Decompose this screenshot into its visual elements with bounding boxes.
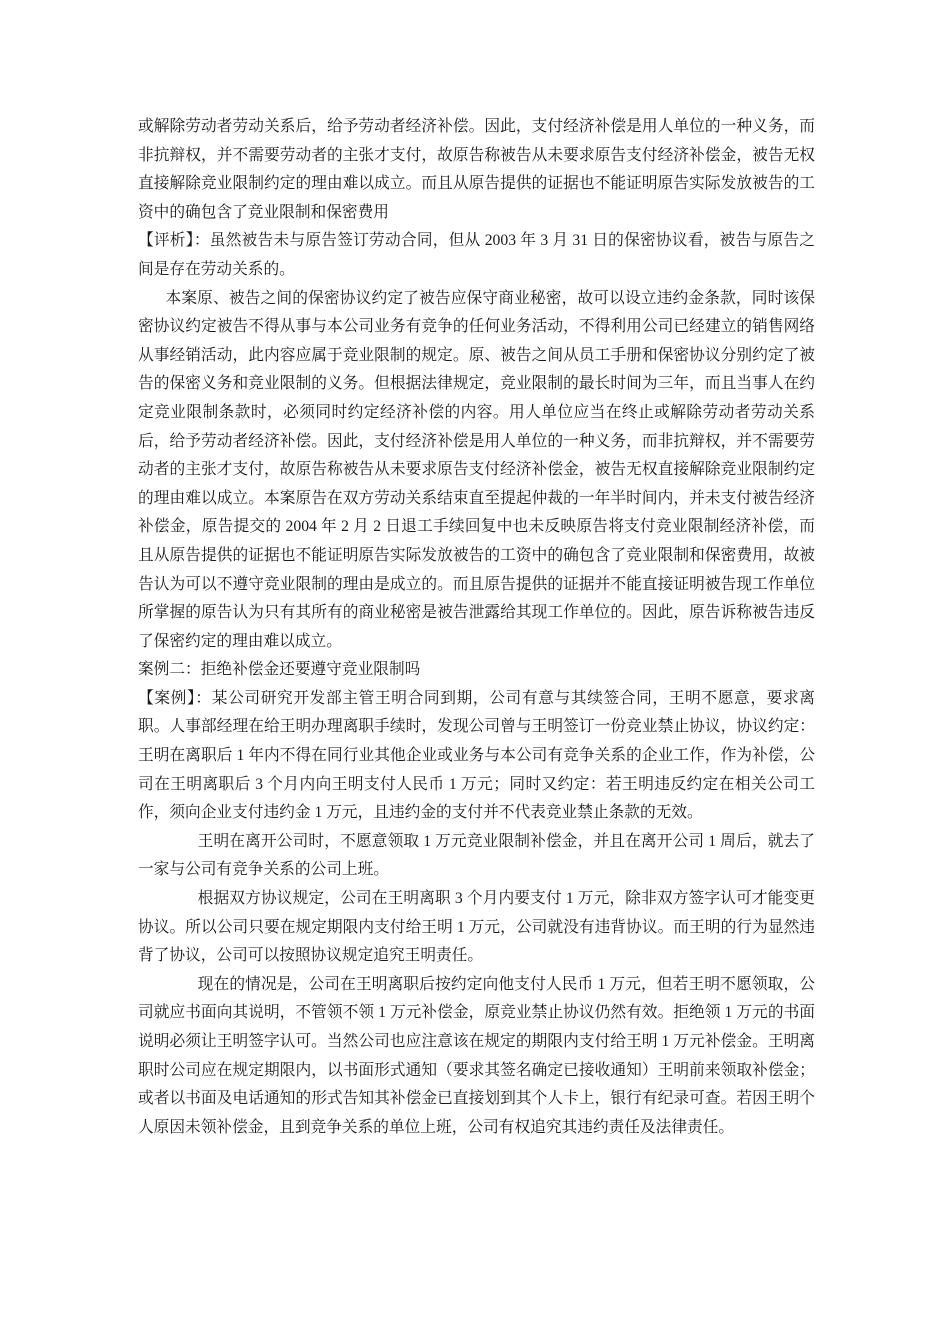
paragraph-case2-agreement-analysis: 根据双方协议规定，公司在王明离职 3 个月内要支付 1 万元，除非双方签字认可才能变更协议。所以公司只要在规定期限内支付给王明 1 万元，公司就没有违背协议。而王明的行为显然违背了协议，公司可以按照协议规定追究王明责任。	[138, 890, 815, 965]
paragraph-analysis-body: 本案原、被告之间的保密协议约定了被告应保守商业秘密，故可以设立违约金条款，同时该保密协议约定被告不得从事与本公司业务有竞争的任何业务活动，不得利用公司已经建立的销售网络从事经销活动，此内容应属于竞业限制的规定。原、被告之间从员工手册和保密协议分别约定了被告的保密义务和竞业限制的义务。但根据法律规定，竞业限制的最长时间为三年，而且当事人在约定竞业限制条款时，必须同时约定经济补偿的内容。用人单位应当在终止或解除劳动者劳动关系后，给予劳动者经济补偿。因此，支付经济补偿是用人单位的一种义务，而非抗辩权，并不需要劳动者的主张才支付，故原告称被告从未要求原告支付经济补偿金，被告无权直接解除竞业限制约定的理由难以成立。本案原告在双方劳动关系结束直至提起仲裁的一年半时间内，并未支付被告经济补偿金，原告提交的 2004 年 2 月 2 日退工手续回复中也未反映原告将支付竞业限制经济补偿，而且从原告提供的证据也不能证明原告实际发放被告的工资中的确包含了竞业限制和保密费用，故被告认为可以不遵守竞业限制的理由是成立的。而且原告提供的证据并不能直接证明被告现工作单位所掌握的原告认为只有其所有的商业秘密是被告泄露给其现工作单位的。因此，原告诉称被告违反了保密约定的理由难以成立。	[138, 289, 815, 650]
paragraph-case2-current-situation: 现在的情况是，公司在王明离职后按约定向他支付人民币 1 万元，但若王明不愿领取，公司就应书面向其说明，不管领不领 1 万元补偿金，原竞业禁止协议仍然有效。拒绝领 1 万元的书面说明必须让王明签字认可。当然公司也应注意该在规定的期限内支付给王明 1 万元补偿金。王明离职时公司应在规定期限内，以书面形式通知（要求其签名确定已接收通知）王明前来领取补偿金；或者以书面及电话通知的形式告知其补偿金已直接划到其个人卡上，银行有纪录可查。若因王明个人原因未领补偿金，且到竞争关系的单位上班，公司有权追究其违约责任及法律责任。	[138, 975, 815, 1136]
paragraph-case2-case: 【案例】：某公司研究开发部主管王明合同到期，公司有意与其续签合同，王明不愿意，要求离职。人事部经理在给王明办理离职手续时，发现公司曾与王明签订一份竞业禁止协议，协议约定：王明在离职后 1 年内不得在同行业其他企业或业务与本公司有竞争关系的企业工作，作为补偿，公司在王明离职后 3 个月内向王明支付人民币 1 万元；同时又约定：若王明违反约定在相关公司工作，须向企业支付违约金 1 万元，且违约金的支付并不代表竞业禁止条款的无效。	[138, 689, 815, 822]
paragraph-analysis-note: 【评析】：虽然被告未与原告签订劳动合同，但从 2003 年 3 月 31 日的保密协议看，被告与原告之间是存在劳动关系的。	[138, 232, 815, 278]
paragraph-case2-facts: 王明在离开公司时，不愿意领取 1 万元竞业限制补偿金，并且在离开公司 1 周后，就去了一家与公司有竞争关系的公司上班。	[138, 832, 815, 879]
document-text-block	[138, 113, 815, 1142]
case2-title: 案例二：拒绝补偿金还要遵守竞业限制吗	[138, 661, 421, 679]
paragraph-analysis-continued: 或解除劳动者劳动关系后，给予劳动者经济补偿。因此，支付经济补偿是用人单位的一种义务，而非抗辩权，并不需要劳动者的主张才支付，故原告称被告从未要求原告支付经济补偿金，被告无权直接解除竞业限制约定的理由难以成立。而且从原告提供的证据也不能证明原告实际发放被告的工资中的确包含了竞业限制和保密费用	[138, 118, 815, 221]
